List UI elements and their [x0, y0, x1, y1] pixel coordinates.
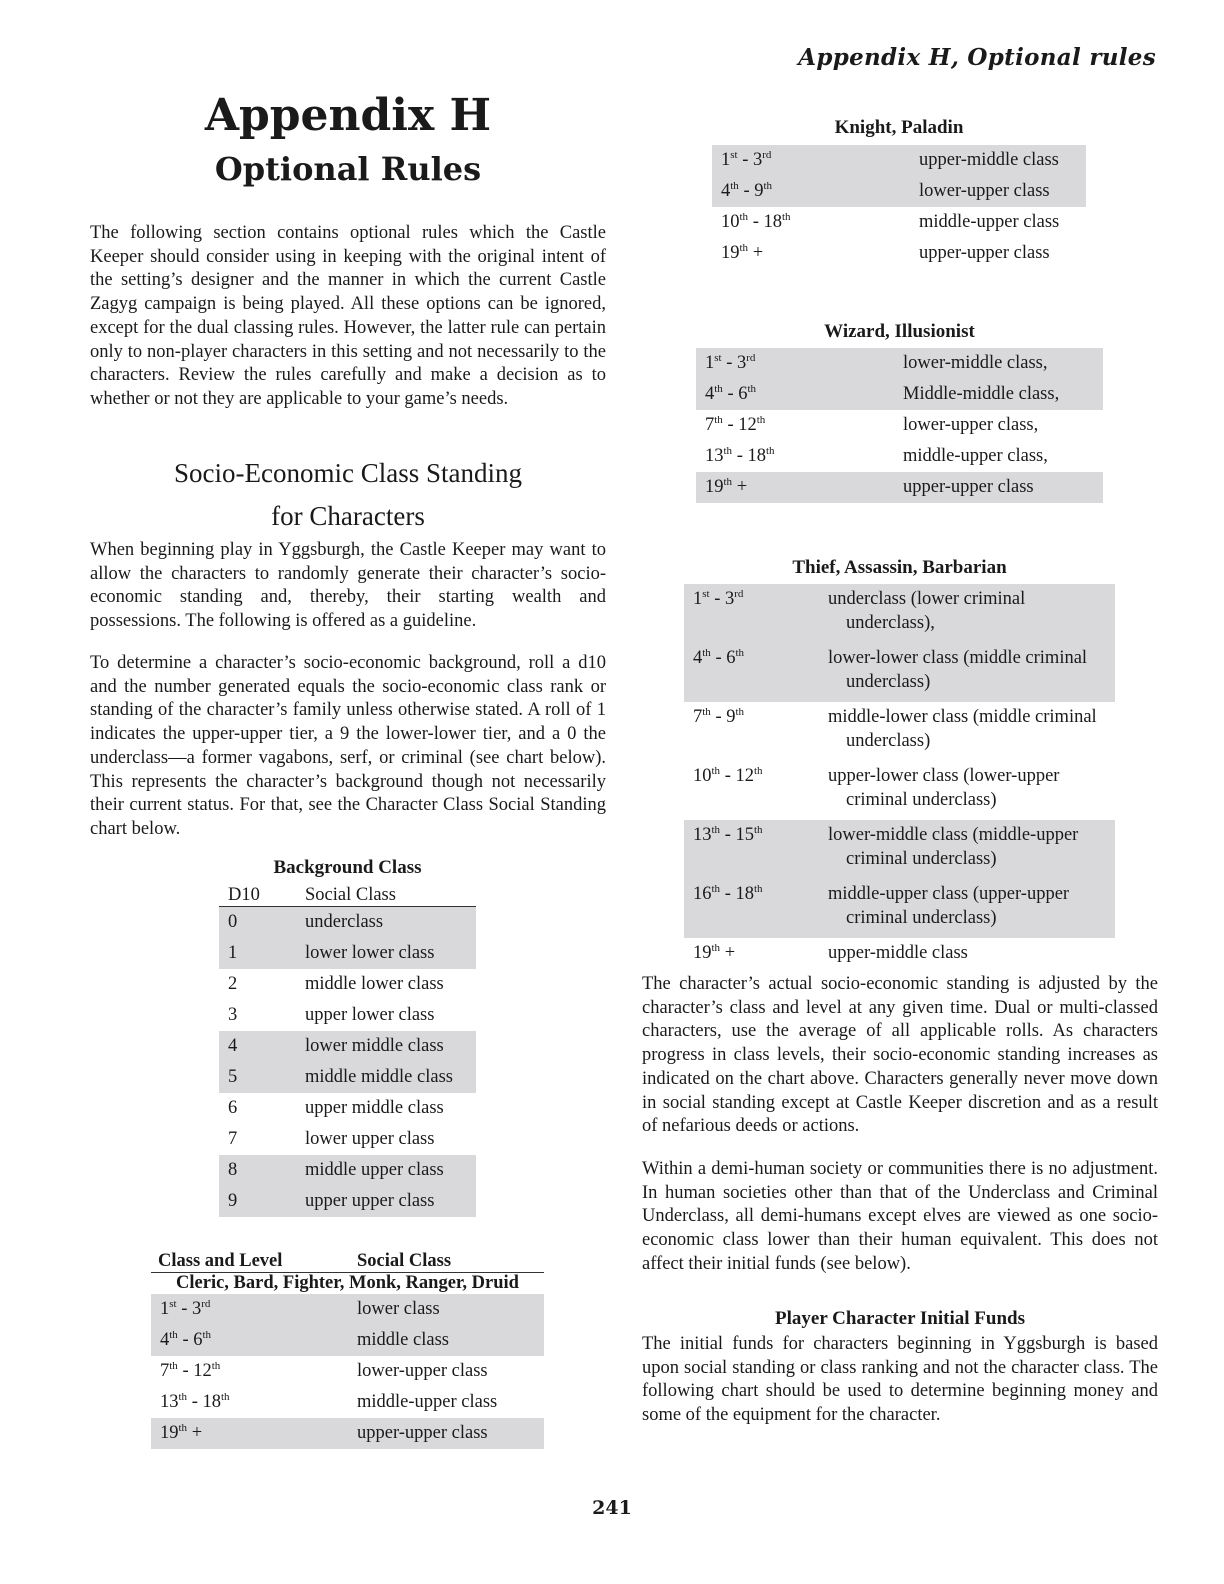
level-end-suffix: th — [781, 210, 791, 223]
social-class-cell — [348, 1325, 544, 1356]
level-end-suffix: th — [753, 764, 763, 777]
level-separator: - — [738, 181, 755, 201]
level-separator: - — [748, 212, 764, 232]
social-class-cell — [819, 879, 1115, 938]
table-row — [696, 379, 1103, 410]
social-class-cell — [894, 410, 1103, 441]
level-start: 1 — [160, 1299, 170, 1319]
social-class-value: upper-lower class (lower-upper criminal underclass) — [828, 766, 1060, 810]
level-start-suffix: th — [730, 179, 739, 192]
d10-value: 3 — [228, 1005, 238, 1025]
social-class-value: middle middle class — [296, 1062, 476, 1093]
level-separator: - — [176, 1299, 193, 1319]
social-class-value: middle-upper class — [919, 212, 1060, 232]
social-class-cell — [894, 441, 1103, 472]
level-start-suffix: th — [702, 705, 711, 718]
social-class-cell — [819, 702, 1115, 761]
class-group-heading: Cleric, Bard, Fighter, Monk, Ranger, Druid — [176, 1273, 519, 1293]
table-row — [219, 907, 476, 939]
social-class-value: upper-upper class — [357, 1423, 488, 1443]
initial-funds-heading: Player Character Initial Funds — [775, 1308, 1025, 1329]
social-class-value: lower-upper class, — [903, 415, 1039, 435]
social-class-value: underclass — [296, 907, 476, 939]
level-start-suffix: th — [169, 1328, 178, 1341]
intro-paragraph: The following section contains optional rules which the Castle Keeper should consider using in keeping with the original intent of the setting’s designer and the manner in which the current Castle Zagyg campaign is being played. All these options can be ignored, except for the dual classing rules. However, the latter rule can pertain only to non-player characters in this setting and not necessarily to the characters. Review the rules carefully and make a decision as to whether or not they are applicable to your game’s needs. — [90, 223, 606, 409]
social-class-value: lower class — [357, 1299, 440, 1319]
level-start: 7 — [693, 707, 703, 727]
social-class-value: upper middle class — [305, 1098, 444, 1118]
table-row — [219, 1062, 476, 1093]
level-end: 18 — [202, 1392, 221, 1412]
paragraph-3: The character’s actual socio-economic standing is adjusted by the character’s class and level at any given time. Dual or multi-classed characters, use the average of all applicable rolls. As characters progress in class levels, their socio-economic standing increases as indicated on the chart above. Characters generally never move down in social standing except at Castle Keeper discretion and as a result of nefarious deeds or actions. — [642, 974, 1158, 1137]
d10-value: 6 — [228, 1098, 238, 1118]
level-start: 1 — [705, 353, 715, 373]
level-range — [696, 348, 894, 379]
level-separator: + — [732, 477, 748, 497]
social-class-value: lower-upper class — [357, 1361, 488, 1381]
level-separator: - — [709, 589, 726, 609]
level-range — [684, 702, 819, 761]
level-end: 3 — [725, 589, 735, 609]
level-end-suffix: th — [202, 1328, 212, 1341]
level-end: 3 — [192, 1299, 202, 1319]
level-start: 13 — [705, 446, 724, 466]
level-separator: - — [721, 353, 738, 373]
table-row — [219, 1186, 476, 1217]
level-separator: + — [187, 1423, 203, 1443]
social-class-cell — [910, 238, 1086, 269]
level-range — [151, 1387, 348, 1418]
social-class-value: upper-upper class — [903, 477, 1034, 497]
d10-value: 5 — [219, 1062, 296, 1093]
d10-value: 8 — [219, 1155, 296, 1186]
level-start-suffix: th — [723, 444, 733, 457]
table-row — [151, 1356, 544, 1387]
table-row — [684, 938, 1115, 969]
social-class-value: middle lower class — [305, 974, 444, 994]
level-start: 4 — [160, 1330, 170, 1350]
table-row — [219, 938, 476, 969]
table-row — [684, 820, 1115, 879]
level-separator: + — [748, 243, 764, 263]
table-row — [696, 410, 1103, 441]
level-separator: - — [722, 415, 739, 435]
social-class-value: Middle-middle class, — [903, 384, 1060, 404]
social-class-value: lower upper class — [305, 1129, 435, 1149]
table-row — [151, 1387, 544, 1418]
level-start: 10 — [721, 212, 740, 232]
running-header: Appendix H, Optional rules — [798, 44, 1156, 71]
social-class-cell — [910, 207, 1086, 238]
table-row — [712, 176, 1086, 207]
column-header-social-class: Social Class — [357, 1251, 452, 1271]
level-end: 3 — [753, 150, 763, 170]
section-heading — [90, 452, 606, 538]
level-start: 13 — [693, 825, 712, 845]
d10-value: 9 — [219, 1186, 296, 1217]
level-separator: - — [710, 707, 727, 727]
level-end-suffix: th — [753, 882, 763, 895]
level-range — [712, 207, 910, 238]
level-range — [696, 379, 894, 410]
social-class-value: underclass (lower criminal underclass), — [828, 589, 1026, 633]
social-class-value: lower-middle class (middle-upper criminal underclass) — [828, 825, 1079, 869]
knight-table-caption: Knight, Paladin — [834, 117, 964, 138]
social-class-cell — [910, 145, 1086, 176]
level-range — [151, 1325, 348, 1356]
level-start-suffix: th — [739, 241, 749, 254]
social-class-cell — [819, 938, 1115, 969]
section-heading-line2: for Characters — [271, 501, 425, 531]
paragraph-2: To determine a character’s socio-economic background, roll a d10 and the number generated equals the socio-economic class rank or standing of the character’s family unless otherwise stated. A roll of 1 indicates the upper-upper tier, a 9 the lower-lower tier, and a 0 the underclass—a former vagabons, serf, or criminal (see chart below). This represents the character’s background though not necessarily their current status. For that, see the Character Class Social Standing chart below. — [90, 653, 606, 839]
level-range — [684, 584, 819, 643]
level-end-suffix: th — [735, 705, 745, 718]
table-row — [684, 643, 1115, 702]
level-start: 7 — [160, 1361, 170, 1381]
level-end-suffix: th — [747, 382, 757, 395]
level-separator: - — [177, 1330, 194, 1350]
social-class-value: middle-upper class — [357, 1392, 498, 1412]
social-class-value: upper upper class — [296, 1186, 476, 1217]
level-end: 15 — [735, 825, 754, 845]
thief-table-caption: Thief, Assassin, Barbarian — [792, 557, 1007, 578]
d10-value: 7 — [228, 1129, 238, 1149]
level-end: 18 — [735, 884, 754, 904]
table-row — [712, 238, 1086, 269]
level-end-suffix: rd — [762, 148, 772, 161]
level-end: 12 — [193, 1361, 212, 1381]
d10-value: 0 — [219, 907, 296, 939]
level-start: 7 — [705, 415, 715, 435]
level-separator: - — [720, 825, 736, 845]
table-row — [151, 1418, 544, 1449]
level-start: 16 — [693, 884, 712, 904]
table-row — [219, 1000, 476, 1031]
level-end-suffix: th — [220, 1390, 230, 1403]
level-start: 19 — [160, 1423, 179, 1443]
level-start-suffix: th — [711, 941, 721, 954]
social-class-value: upper-middle class — [828, 943, 968, 963]
table-row — [684, 879, 1115, 938]
social-class-value: upper lower class — [305, 1005, 435, 1025]
social-class-value: upper-middle class — [919, 150, 1059, 170]
social-class-cell — [894, 348, 1103, 379]
level-end-suffix: th — [735, 646, 745, 659]
level-range — [151, 1356, 348, 1387]
level-separator: - — [710, 648, 727, 668]
level-start: 19 — [721, 243, 740, 263]
social-class-cell — [348, 1387, 544, 1418]
level-end-suffix: rd — [201, 1297, 211, 1310]
level-end-suffix: th — [756, 413, 766, 426]
level-start: 4 — [721, 181, 731, 201]
level-range — [684, 938, 819, 969]
level-end: 9 — [726, 707, 736, 727]
level-end-suffix: th — [211, 1359, 221, 1372]
background-table — [219, 885, 476, 1217]
level-start-suffix: th — [714, 382, 723, 395]
table-row — [151, 1294, 544, 1325]
level-end: 6 — [726, 648, 736, 668]
social-class-cell — [348, 1418, 544, 1449]
social-class-value: middle upper class — [296, 1155, 476, 1186]
level-range — [712, 145, 910, 176]
level-range — [696, 441, 894, 472]
level-range — [151, 1294, 348, 1325]
column-header-social-class: Social Class — [305, 885, 396, 905]
initial-funds-paragraph: The initial funds for characters beginning in Yggsburgh is based upon social standing or class ranking and not the character class. The following chart should be used to determine beginning money and some of the equipment for the character. — [642, 1334, 1158, 1426]
level-start-suffix: st — [169, 1297, 177, 1310]
level-start: 1 — [721, 150, 731, 170]
table-row — [712, 207, 1086, 238]
level-start: 10 — [693, 766, 712, 786]
social-class-value: upper-upper class — [919, 243, 1050, 263]
level-end-suffix: th — [763, 179, 773, 192]
table-row — [684, 702, 1115, 761]
level-end: 6 — [738, 384, 748, 404]
level-separator: - — [722, 384, 739, 404]
column-header-class-level: Class and Level — [158, 1251, 283, 1271]
level-end: 12 — [735, 766, 754, 786]
social-class-value: lower-lower class (middle criminal underclass) — [828, 648, 1088, 692]
social-class-cell — [819, 643, 1115, 702]
level-start: 13 — [160, 1392, 179, 1412]
column-header-d10: D10 — [228, 885, 260, 905]
level-end: 18 — [747, 446, 766, 466]
social-class-value: middle-upper class (upper-upper criminal underclass) — [828, 884, 1070, 928]
level-range — [684, 820, 819, 879]
social-class-cell — [894, 379, 1103, 410]
level-end: 18 — [763, 212, 782, 232]
d10-value: 4 — [219, 1031, 296, 1062]
table-row — [219, 1031, 476, 1062]
background-table-caption: Background Class — [273, 857, 422, 878]
table-row — [684, 584, 1115, 643]
social-class-value: lower middle class — [296, 1031, 476, 1062]
appendix-title: Appendix H — [204, 90, 492, 141]
page-number: 241 — [592, 1497, 632, 1519]
level-start: 4 — [705, 384, 715, 404]
table-row — [219, 1093, 476, 1124]
level-start: 19 — [705, 477, 724, 497]
social-class-cell — [819, 761, 1115, 820]
d10-value: 1 — [219, 938, 296, 969]
level-end-suffix: th — [765, 444, 775, 457]
level-start-suffix: th — [702, 646, 711, 659]
social-class-cell — [348, 1294, 544, 1325]
table-row — [712, 145, 1086, 176]
level-start-suffix: st — [702, 587, 710, 600]
social-class-cell — [819, 584, 1115, 643]
level-start: 19 — [693, 943, 712, 963]
level-range — [712, 176, 910, 207]
social-class-cell — [894, 472, 1103, 503]
wizard-table — [696, 348, 1103, 503]
social-class-value: middle-upper class, — [903, 446, 1048, 466]
level-start-suffix: st — [730, 148, 738, 161]
level-start-suffix: st — [714, 351, 722, 364]
level-range — [712, 238, 910, 269]
level-start-suffix: th — [178, 1390, 188, 1403]
table-row — [151, 1325, 544, 1356]
level-end-suffix: rd — [746, 351, 756, 364]
level-start-suffix: th — [711, 764, 721, 777]
level-separator: - — [720, 766, 736, 786]
table-row — [219, 969, 476, 1000]
level-start-suffix: th — [711, 882, 721, 895]
table-row — [219, 1155, 476, 1186]
level-separator: - — [732, 446, 748, 466]
level-separator: - — [187, 1392, 203, 1412]
d10-value: 2 — [228, 974, 238, 994]
table-row — [696, 441, 1103, 472]
level-separator: - — [737, 150, 754, 170]
level-range — [151, 1418, 348, 1449]
level-start-suffix: th — [169, 1359, 178, 1372]
level-end: 12 — [738, 415, 757, 435]
level-start-suffix: th — [739, 210, 749, 223]
thief-table — [684, 584, 1115, 969]
level-end: 9 — [754, 181, 764, 201]
table-row — [696, 348, 1103, 379]
level-range — [684, 879, 819, 938]
level-start-suffix: th — [714, 413, 723, 426]
knight-table — [712, 145, 1086, 269]
level-start: 1 — [693, 589, 703, 609]
level-end: 3 — [737, 353, 747, 373]
level-start-suffix: th — [711, 823, 721, 836]
social-class-value: middle class — [357, 1330, 449, 1350]
social-class-cell — [910, 176, 1086, 207]
level-start-suffix: th — [178, 1421, 188, 1434]
wizard-table-caption: Wizard, Illusionist — [824, 321, 975, 342]
social-class-cell — [348, 1356, 544, 1387]
paragraph-4: Within a demi-human society or communities there is no adjustment. In human societies other than that of the Underclass and Criminal Underclass, all demi-humans except elves are viewed as one socio-economic class lower than their human equivalent. This does not affect their initial funds (see below). — [642, 1159, 1158, 1274]
social-class-value: lower-upper class — [919, 181, 1050, 201]
level-start-suffix: th — [723, 475, 733, 488]
level-end: 6 — [193, 1330, 203, 1350]
appendix-subtitle: Optional Rules — [214, 150, 482, 188]
social-class-value: lower-middle class, — [903, 353, 1048, 373]
social-class-value: middle-lower class (middle criminal underclass) — [828, 707, 1097, 751]
class-level-table — [151, 1251, 544, 1449]
section-heading-line1: Socio-Economic Class Standing — [174, 458, 522, 488]
level-range — [684, 761, 819, 820]
table-row — [696, 472, 1103, 503]
paragraph-1: When beginning play in Yggsburgh, the Castle Keeper may want to allow the characters to randomly generate their character’s socio-economic standing and, thereby, their starting wealth and possessions. The following is offered as a guideline. — [90, 540, 606, 632]
social-class-value: lower lower class — [296, 938, 476, 969]
social-class-cell — [819, 820, 1115, 879]
level-range — [696, 410, 894, 441]
level-range — [684, 643, 819, 702]
level-end-suffix: th — [753, 823, 763, 836]
table-row — [219, 1124, 476, 1155]
level-end-suffix: rd — [734, 587, 744, 600]
level-separator: + — [720, 943, 736, 963]
level-separator: - — [177, 1361, 194, 1381]
table-row — [684, 761, 1115, 820]
level-separator: - — [720, 884, 736, 904]
level-range — [696, 472, 894, 503]
level-start: 4 — [693, 648, 703, 668]
